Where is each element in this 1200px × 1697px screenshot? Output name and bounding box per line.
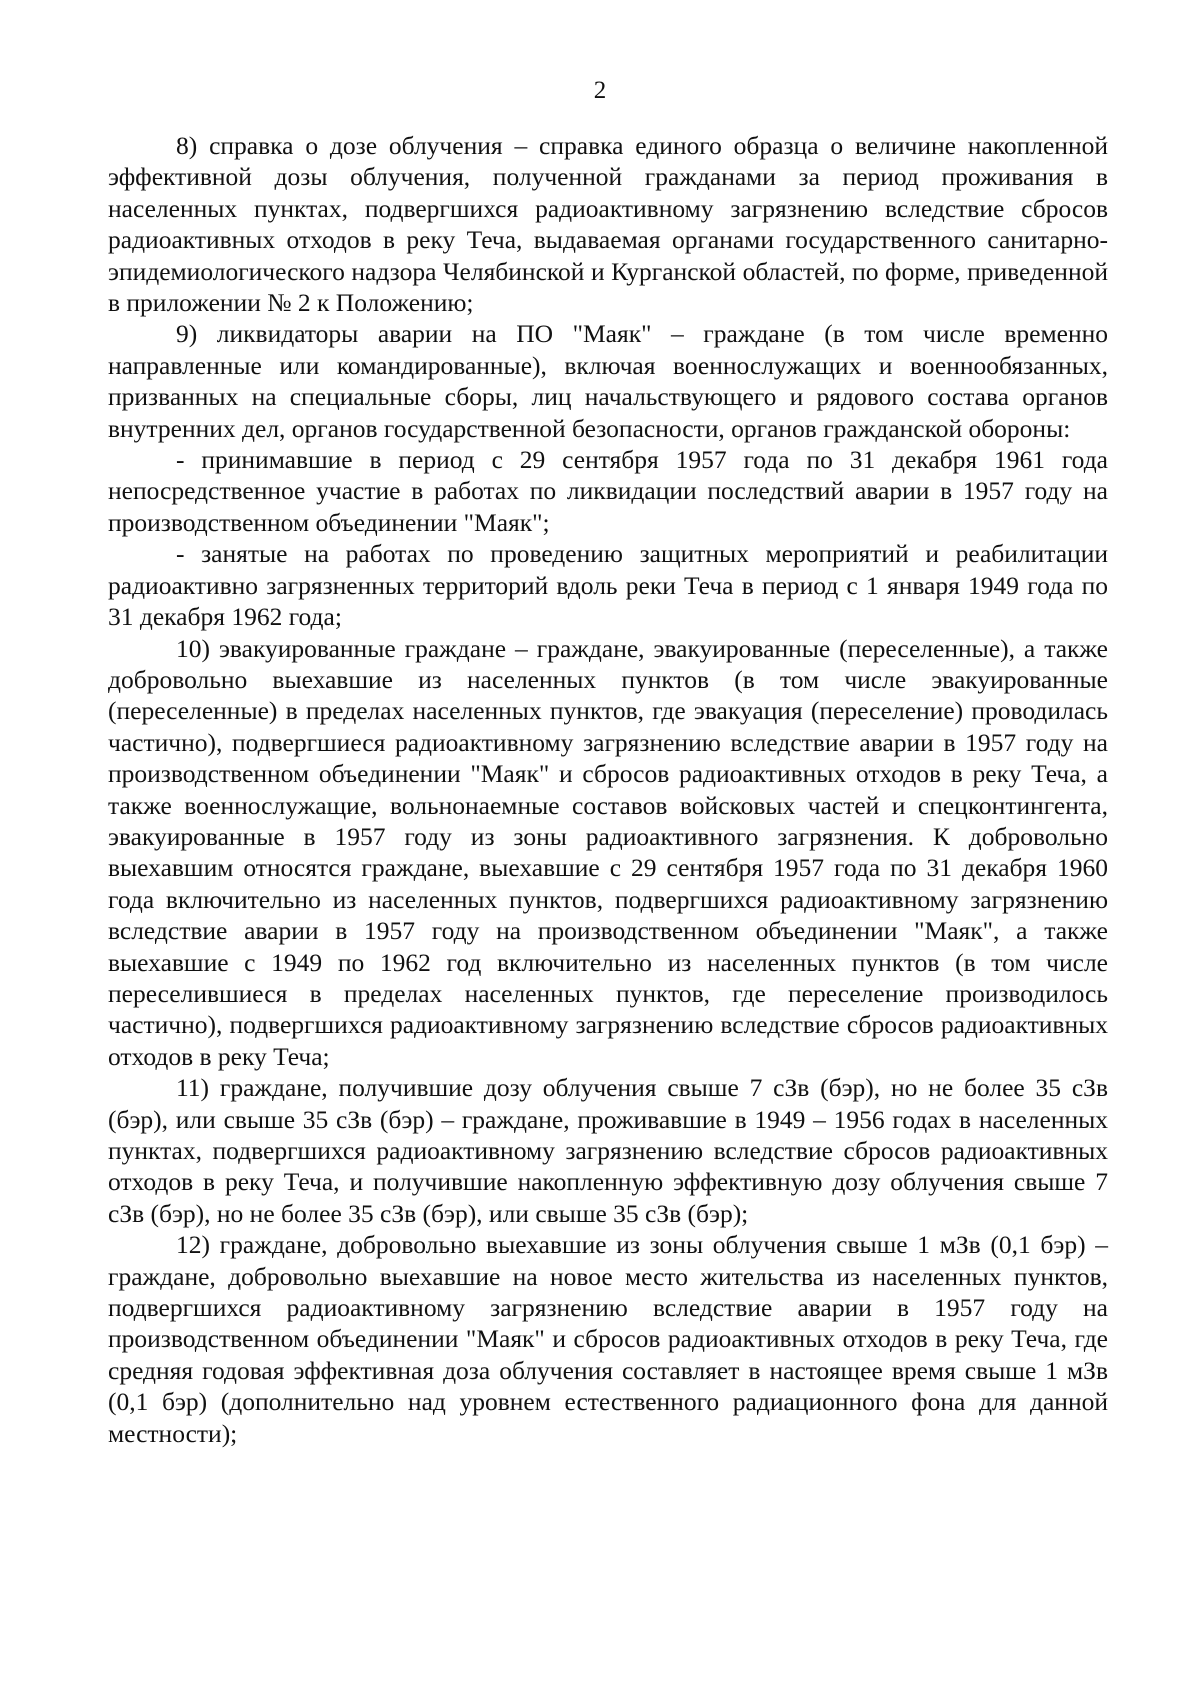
paragraph-item-9: 9) ликвидаторы аварии на ПО "Маяк" – граждане (в том числе временно направленные или командированные), включая военнослужащих и военнообязанных, призванных на специальные сборы, лиц начальствующего и рядового состава органов внутренних дел, органов государственной безопасности, органов гражданской обороны: <box>108 319 1108 443</box>
paragraph-item-11: 11) граждане, получившие дозу облучения свыше 7 сЗв (бэр), но не более 35 сЗв (бэр), или свыше 35 сЗв (бэр) – граждане, проживавшие в 1949 – 1956 годах в населенных пунктах, подвергшихся радиоактивному загрязнению вследствие сбросов радиоактивных отходов в реку Теча, и получившие накопленную эффективную дозу облучения свыше 7 сЗв (бэр), но не более 35 сЗв (бэр), или свыше 35 сЗв (бэр); <box>108 1073 1108 1228</box>
document-body <box>108 130 1108 1449</box>
page-number: 2 <box>593 77 607 104</box>
paragraph-item-12: 12) граждане, добровольно выехавшие из зоны облучения свыше 1 мЗв (0,1 бэр) – граждане, добровольно выехавшие на новое место жительства из населенных пунктов, подвергшихся радиоактивному загрязнению вследствие аварии в 1957 году на производственном объединении "Маяк" и сбросов радиоактивных отходов в реку Теча, где средняя годовая эффективная доза облучения составляет в настоящее время свыше 1 мЗв (0,1 бэр) (дополнительно над уровнем естественного радиационного фона для данной местности); <box>108 1230 1108 1448</box>
paragraph-item-8: 8) справка о дозе облучения – справка единого образца о величине накопленной эффективной дозы облучения, полученной гражданами за период проживания в населенных пунктах, подвергшихся радиоактивному загрязнению вследствие сбросов радиоактивных отходов в реку Теча, выдаваемая органами государственного санитарно-эпидемиологического надзора Челябинской и Курганской областей, по форме, приведенной в приложении № 2 к Положению; <box>108 131 1108 318</box>
paragraph-item-10: 10) эвакуированные граждане – граждане, эвакуированные (переселенные), а также добровольно выехавшие из населенных пунктов (в том числе эвакуированные (переселенные) в пределах населенных пунктов, где эвакуация (переселение) проводилась частично), подвергшиеся радиоактивному загрязнению вследствие аварии в 1957 году на производственном объединении "Маяк" и сбросов радиоактивных отходов в реку Теча, а также военнослужащие, вольнонаемные составов войсковых частей и спецконтингента, эвакуированные в 1957 году из зоны радиоактивного загрязнения. К добровольно выехавшим относятся граждане, выехавшие с 29 сентября 1957 года по 31 декабря 1960 года включительно из населенных пунктов, подвергшихся радиоактивному загрязнению вследствие аварии в 1957 году на производственном объединении "Маяк", а также выехавшие с 1949 по 1962 год включительно из населенных пунктов (в том числе переселившиеся в пределах населенных пунктов, где переселение производилось частично), подвергшихся радиоактивному загрязнению вследствие сбросов радиоактивных отходов в реку Теча; <box>108 633 1108 1071</box>
paragraph-subitem-9-1: - принимавшие в период с 29 сентября 1957 года по 31 декабря 1961 года непосредственное участие в работах по ликвидации последствий аварии в 1957 году на производственном объединении "Маяк"; <box>108 445 1108 537</box>
paragraph-subitem-9-2: - занятые на работах по проведению защитных мероприятий и реабилитации радиоактивно загрязненных территорий вдоль реки Теча в период с 1 января 1949 года по 31 декабря 1962 года; <box>108 539 1108 632</box>
